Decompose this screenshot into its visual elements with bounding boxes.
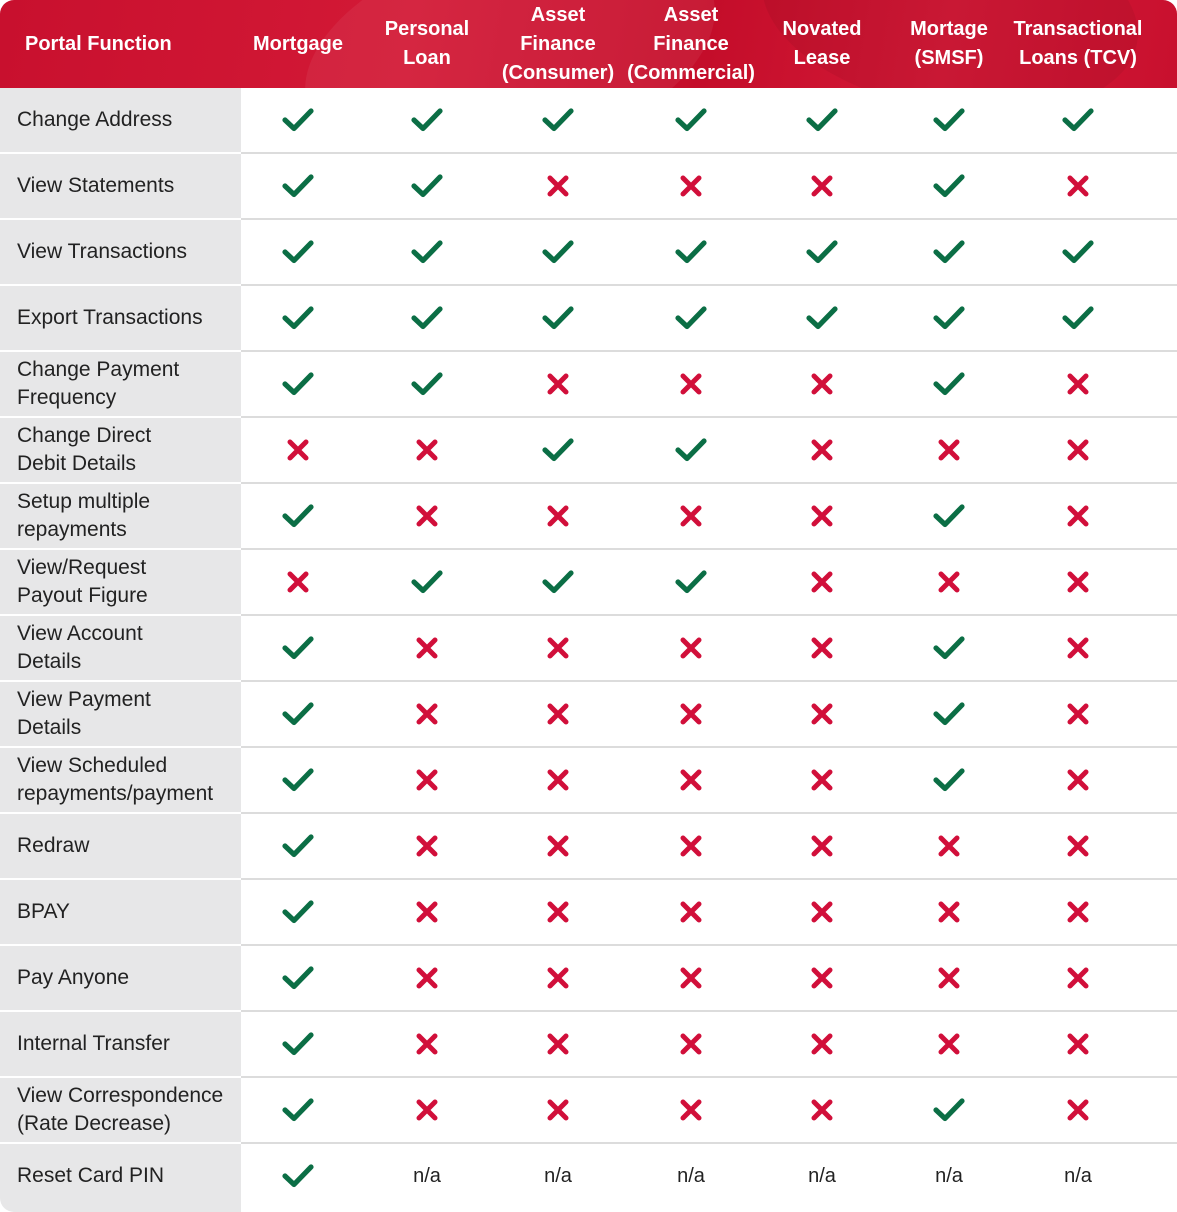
cross-icon	[756, 682, 888, 746]
not-applicable-text: n/a	[1064, 1164, 1092, 1187]
cross-icon	[625, 616, 757, 680]
row-label: Change Direct Debit Details	[17, 424, 152, 475]
row-label: View Transactions	[17, 240, 188, 263]
cross-icon	[756, 1078, 888, 1142]
not-applicable-text: n/a	[413, 1164, 441, 1187]
row-label: BPAY	[17, 900, 70, 923]
cross-icon	[756, 154, 888, 218]
not-applicable-text: n/a	[935, 1164, 963, 1187]
table-row	[0, 220, 1177, 286]
not-applicable-text: n/a	[677, 1164, 705, 1187]
row-label: Change Address	[17, 108, 173, 131]
check-icon	[361, 154, 493, 218]
check-icon	[492, 286, 624, 350]
check-icon	[232, 220, 364, 284]
not-applicable-text: n/a	[808, 1164, 836, 1187]
cross-icon	[361, 880, 493, 944]
check-icon	[232, 154, 364, 218]
check-icon	[492, 550, 624, 614]
table-row	[0, 880, 1177, 946]
cross-icon	[756, 418, 888, 482]
cross-icon	[883, 1012, 1015, 1076]
check-icon	[883, 286, 1015, 350]
check-icon	[361, 352, 493, 416]
table-row	[0, 484, 1177, 550]
cross-icon	[232, 418, 364, 482]
check-icon	[1012, 220, 1144, 284]
cross-icon	[625, 484, 757, 548]
check-icon	[232, 88, 364, 152]
cross-icon	[492, 880, 624, 944]
check-icon	[756, 88, 888, 152]
table-row	[0, 154, 1177, 220]
cross-icon	[1012, 418, 1144, 482]
cross-icon	[1012, 748, 1144, 812]
check-icon	[883, 616, 1015, 680]
check-icon	[361, 550, 493, 614]
not-applicable-cell	[756, 1144, 888, 1208]
not-applicable-cell	[1012, 1144, 1144, 1208]
cross-icon	[492, 814, 624, 878]
header-mortgage: Mortgage	[253, 32, 343, 55]
cross-icon	[361, 616, 493, 680]
cross-icon	[625, 1078, 757, 1142]
check-icon	[232, 814, 364, 878]
header-asset-finance-commercial: Asset Finance (Commercial)	[627, 3, 755, 84]
cross-icon	[361, 484, 493, 548]
cross-icon	[492, 154, 624, 218]
cross-icon	[1012, 352, 1144, 416]
cross-icon	[361, 682, 493, 746]
cross-icon	[361, 418, 493, 482]
header-novated-lease: Novated Lease	[782, 18, 862, 69]
table-row	[0, 88, 1177, 154]
not-applicable-text: n/a	[544, 1164, 572, 1187]
cross-icon	[1012, 154, 1144, 218]
check-icon	[883, 748, 1015, 812]
cross-icon	[232, 550, 364, 614]
cross-icon	[756, 814, 888, 878]
cross-icon	[1012, 946, 1144, 1010]
header-mortgage-smsf: Mortage (SMSF)	[910, 18, 988, 69]
check-icon	[883, 682, 1015, 746]
row-label: View Statements	[17, 174, 175, 197]
cross-icon	[625, 880, 757, 944]
check-icon	[883, 352, 1015, 416]
row-label: View Account Details	[17, 622, 143, 673]
table-row	[0, 550, 1177, 616]
check-icon	[361, 286, 493, 350]
cross-icon	[1012, 682, 1144, 746]
check-icon	[625, 88, 757, 152]
table-row	[0, 682, 1177, 748]
check-icon	[232, 1078, 364, 1142]
row-label: Reset Card PIN	[17, 1164, 165, 1187]
cross-icon	[1012, 880, 1144, 944]
check-icon	[1012, 286, 1144, 350]
not-applicable-cell	[625, 1144, 757, 1208]
cross-icon	[361, 946, 493, 1010]
cross-icon	[883, 880, 1015, 944]
table-row	[0, 1012, 1177, 1078]
cross-icon	[492, 352, 624, 416]
cross-icon	[625, 946, 757, 1010]
cross-icon	[1012, 814, 1144, 878]
check-icon	[361, 88, 493, 152]
row-label: View Correspondence (Rate Decrease)	[17, 1084, 224, 1135]
not-applicable-cell	[883, 1144, 1015, 1208]
check-icon	[232, 946, 364, 1010]
check-icon	[883, 220, 1015, 284]
check-icon	[492, 88, 624, 152]
cross-icon	[1012, 616, 1144, 680]
check-icon	[361, 220, 493, 284]
check-icon	[625, 286, 757, 350]
check-icon	[232, 616, 364, 680]
check-icon	[232, 286, 364, 350]
cross-icon	[492, 946, 624, 1010]
check-icon	[232, 748, 364, 812]
table-row	[0, 286, 1177, 352]
row-label: View Scheduled repayments/payment	[17, 754, 214, 805]
cross-icon	[625, 352, 757, 416]
table-row	[0, 352, 1177, 418]
check-icon	[883, 154, 1015, 218]
row-label: Setup multiple repayments	[17, 490, 151, 541]
table-row	[0, 616, 1177, 682]
table-row	[0, 748, 1177, 814]
cross-icon	[756, 1012, 888, 1076]
check-icon	[232, 880, 364, 944]
check-icon	[232, 484, 364, 548]
check-icon	[492, 220, 624, 284]
check-icon	[883, 484, 1015, 548]
row-label: Export Transactions	[17, 306, 203, 329]
row-label: Redraw	[17, 834, 90, 857]
cross-icon	[756, 748, 888, 812]
cross-icon	[361, 1012, 493, 1076]
check-icon	[756, 286, 888, 350]
cross-icon	[625, 814, 757, 878]
not-applicable-cell	[361, 1144, 493, 1208]
check-icon	[232, 352, 364, 416]
cross-icon	[492, 616, 624, 680]
cross-icon	[883, 550, 1015, 614]
cross-icon	[1012, 1078, 1144, 1142]
check-icon	[883, 88, 1015, 152]
cross-icon	[883, 946, 1015, 1010]
not-applicable-cell	[492, 1144, 624, 1208]
row-label: View Payment Details	[17, 688, 151, 739]
check-icon	[625, 550, 757, 614]
check-icon	[756, 220, 888, 284]
cross-icon	[492, 1078, 624, 1142]
cross-icon	[492, 484, 624, 548]
cross-icon	[492, 682, 624, 746]
check-icon	[492, 418, 624, 482]
cross-icon	[625, 748, 757, 812]
cross-icon	[756, 946, 888, 1010]
cross-icon	[883, 814, 1015, 878]
check-icon	[232, 1012, 364, 1076]
table-header	[0, 0, 1177, 88]
cross-icon	[883, 418, 1015, 482]
check-icon	[1012, 88, 1144, 152]
table-row	[0, 946, 1177, 1012]
cross-icon	[625, 1012, 757, 1076]
header-transactional-loans: Transactional Loans (TCV)	[1013, 18, 1143, 69]
cross-icon	[625, 682, 757, 746]
cross-icon	[756, 484, 888, 548]
header-portal-function: Portal Function	[25, 32, 172, 55]
cross-icon	[492, 748, 624, 812]
header-personal-loan: Personal Loan	[384, 18, 470, 69]
cross-icon	[1012, 550, 1144, 614]
row-label: Pay Anyone	[17, 966, 130, 989]
cross-icon	[361, 748, 493, 812]
check-icon	[625, 220, 757, 284]
cross-icon	[756, 616, 888, 680]
header-asset-finance-consumer: Asset Finance (Consumer)	[501, 3, 615, 84]
table-row	[0, 1144, 1177, 1210]
cross-icon	[492, 1012, 624, 1076]
cross-icon	[1012, 484, 1144, 548]
check-icon	[883, 1078, 1015, 1142]
cross-icon	[756, 352, 888, 416]
table-row	[0, 418, 1177, 484]
table-row	[0, 814, 1177, 880]
cross-icon	[756, 550, 888, 614]
row-label: Change Payment Frequency	[17, 358, 180, 409]
check-icon	[625, 418, 757, 482]
check-icon	[232, 1144, 364, 1208]
check-icon	[232, 682, 364, 746]
cross-icon	[756, 880, 888, 944]
table-row	[0, 1078, 1177, 1144]
cross-icon	[1012, 1012, 1144, 1076]
cross-icon	[361, 814, 493, 878]
cross-icon	[625, 154, 757, 218]
cross-icon	[361, 1078, 493, 1142]
row-label: View/Request Payout Figure	[17, 556, 148, 607]
row-label: Internal Transfer	[17, 1032, 170, 1055]
